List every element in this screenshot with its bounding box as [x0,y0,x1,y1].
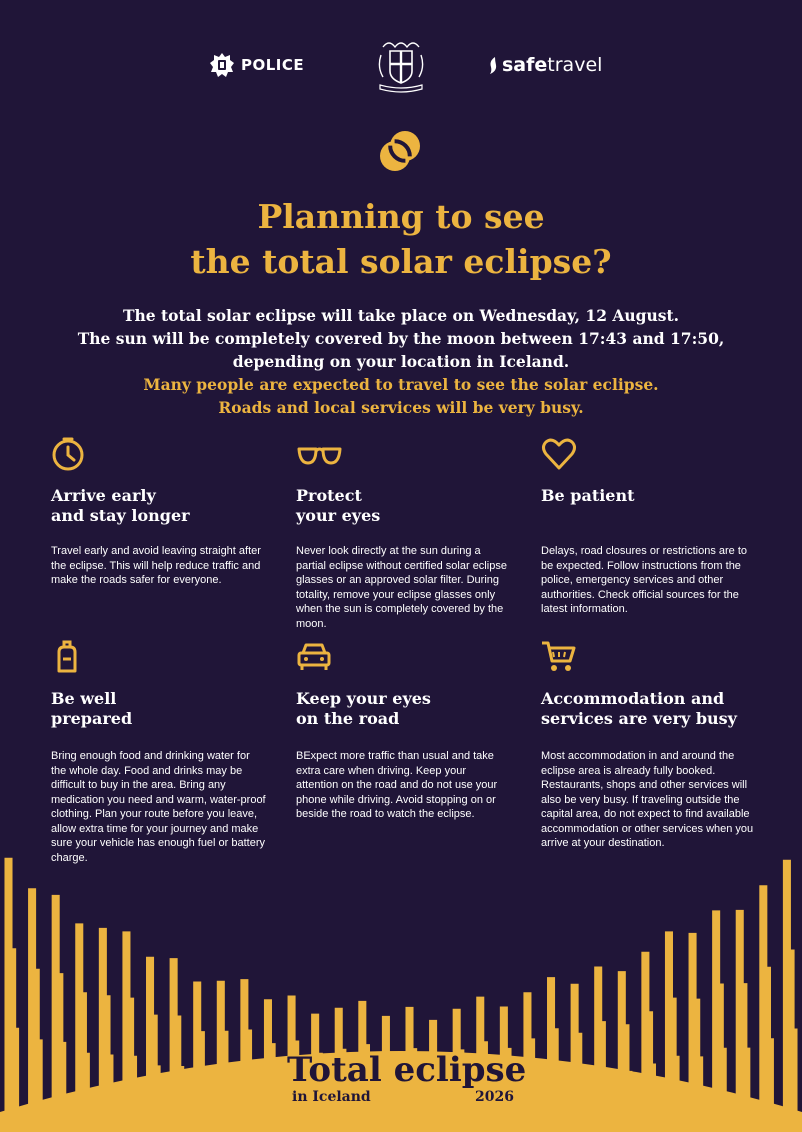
intro-line-4: Many people are expected to travel to see the solar eclipse. [143,375,659,394]
headline [0,194,802,284]
tip-protect-eyes [296,436,511,630]
heart-icon [541,436,577,472]
footer-title: Total eclipse [287,1050,527,1090]
tip-title: Be patient [541,486,635,505]
tip-title: Be well prepared [51,689,133,728]
iceland-crest-logo [375,37,427,98]
tip-body: Most accommodation in and around the eclipse area is already fully booked. Restaurants, shops and other services will also be very busy. If traveling outside the capital area, do not expect to find available accommodation or other services when you arrive at your destination. [541,750,754,849]
intro-text [0,304,802,419]
police-logo-text: POLICE [241,56,305,74]
sun-ray [783,860,798,1132]
tip-accommodation-busy [541,639,756,849]
footer-subtitle: in Iceland [292,1089,371,1105]
tip-body: Bring enough food and drinking water for the whole day. Food and drinks may be difficult to buy in the area. Bring any medication you need and warm, water-proof clothing. Plan your route before you leave, allow extra time for your journey and make sure your vehicle has enough fuel or battery charge. [51,750,266,864]
intro-line-3: depending on your location in Iceland. [232,352,570,371]
headline-line-1: Planning to see [257,197,545,236]
police-badge-icon [209,52,235,78]
intro-line-1: The total solar eclipse will take place on Wednesday, 12 August. [122,306,680,325]
tip-body: Never look directly at the sun during a partial eclipse without certified solar eclipse glasses or an approved solar filter. During totality, remove your eclipse glasses only when the sun is completely covered by the moon. [296,545,507,630]
tip-title: Accommodation and services are very busy [541,689,737,728]
eclipse-icon [376,127,424,175]
sun-ray [759,885,774,1132]
footer-year: 2026 [475,1089,514,1105]
intro-line-5: Roads and local services will be very busy. [218,398,584,417]
tip-be-patient [541,436,756,615]
safetravel-logo-text: travel [547,54,603,76]
safetravel-logo [488,54,602,76]
tip-arrive-early [51,436,266,586]
tip-be-prepared [51,639,266,864]
safetravel-mark-icon [488,55,498,75]
intro-line-2: The sun will be completely covered by the moon between 17:43 and 17:50, [77,329,725,348]
tip-title: Arrive early and stay longer [51,486,190,525]
clock-icon [51,436,87,472]
cart-icon [541,639,577,675]
headline-line-2: the total solar eclipse? [190,242,612,281]
tip-title: Keep your eyes on the road [296,689,431,728]
sun-ray [28,888,43,1132]
coat-of-arms-icon [375,37,427,93]
police-logo [209,52,304,78]
glasses-icon [296,436,346,472]
tip-body: Travel early and avoid leaving straight after the eclipse. This will help reduce traffic and make the roads safer for everyone. [51,545,261,586]
backpack-icon [51,639,87,675]
tip-body: BExpect more traffic than usual and take extra care when driving. Keep your attention on the road and do not use your phone while driving. Avoid stopping on or beside the road to watch the eclipse. [296,750,498,820]
tip-title: Protect your eyes [296,486,381,525]
tip-eyes-on-road [296,639,511,820]
sun-ray [4,858,19,1132]
car-icon [296,639,332,675]
safetravel-logo-text-bold: safe [502,54,548,76]
tip-body: Delays, road closures or restrictions are to be expected. Follow instructions from the police, emergency services and other authorities. Check official sources for the latest information. [541,545,748,615]
